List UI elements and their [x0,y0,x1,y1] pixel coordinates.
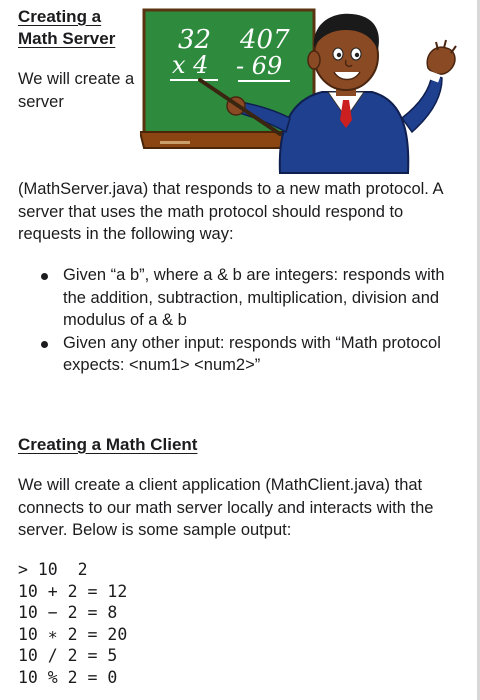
board-number-407: 407 [240,25,290,55]
math-client-heading: Creating a Math Client [18,435,198,454]
bullet-icon [41,341,48,348]
rule-text: Given any other input: responds with “Math protocol expects: <num1> <num2>” [63,333,441,374]
sample-output-line: 10 % 2 = 0 [18,667,118,687]
intro-short-text: We will create a server [18,70,135,111]
protocol-rules-list [18,264,458,377]
sample-output-line: 10 − 2 = 8 [18,603,118,623]
bullet-icon [41,273,48,280]
client-description-text: We will create a client application (MathClient.java) that connects to our math server locally and interacts with the server. Below is some sample output: [18,476,434,539]
math-server-heading: Creating a Math Server [18,7,116,48]
teacher-chalkboard-illustration [140,8,460,176]
sample-output-line: 10 ∗ 2 = 20 [18,624,128,644]
sample-output-line: > 10 2 [18,560,88,579]
board-minus-69: - 69 [236,52,283,80]
board-times-4: x 4 [172,51,209,79]
ledge-label [160,141,190,144]
board-number-32: 32 [178,25,212,55]
list-item [18,264,458,332]
sample-output-line: 10 + 2 = 12 [18,581,128,601]
list-item [18,332,458,377]
sample-output-line: 10 / 2 = 5 [18,646,118,666]
sample-output-block [18,559,127,689]
intro-long-text: (MathServer.java) that responds to a new math protocol. A server that uses the math protocol should respond to requests in the following way: [18,180,443,243]
rule-text: Given “a b”, where a & b are integers: responds with the addition, subtraction, multiplication, division and modulus of a & b [63,266,445,329]
